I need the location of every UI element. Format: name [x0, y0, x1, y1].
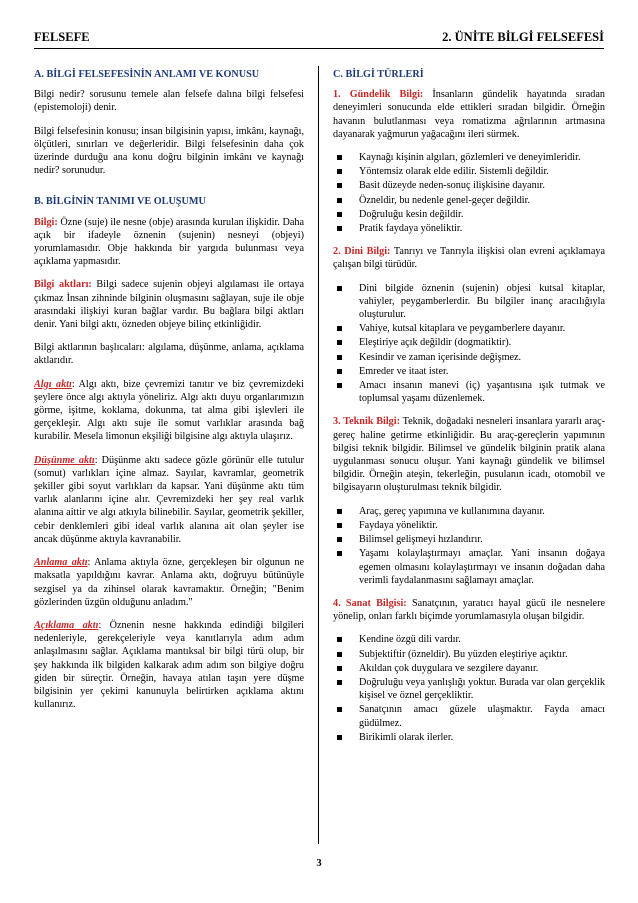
list-item: Doğruluğu veya yanlışlığı yoktur. Burada var olan gerçeklik kişisel ve öznel gerçekliktir.	[333, 676, 605, 702]
list-item: Özneldir, bu nedenle genel-geçer değildir.	[333, 194, 605, 207]
column-divider	[318, 66, 319, 844]
dusunme-akti	[34, 454, 304, 546]
list-item: Kesindir ve zaman içerisinde değişmez.	[333, 351, 605, 364]
section-c-title: C. BİLGİ TÜRLERİ	[333, 69, 424, 80]
aciklama-akti	[34, 619, 304, 711]
list-item: Amacı insanın manevi (iç) yaşantısına ışık tutmak ve toplumsal yaşamı düzenlemek.	[333, 379, 605, 405]
list-item: Sanatçının amacı güzele ulaşmaktır. Fayda amacı güdülmez.	[333, 703, 605, 729]
gundelik-bilgi-text: İnsanların gündelik hayatında sıradan deneyimleri sonucunda elde ettikleri sıradan bilgidir. Örneğin havanın bulutlanması veya romatizma ağrılarının artmasına dayanarak yağmurun yağacağını ileri sürmek.	[333, 89, 606, 140]
term-aciklama-akti: Açıklama aktı	[34, 619, 99, 631]
term-dusunme-akti: Düşünme aktı	[34, 454, 95, 466]
aciklama-akti-text: : Öznenin nesne hakkında edindiği bilgileri nedenleriyle, gerekçeleriyle veya kanıtlarıyla adım adım anlaşılmasını sağlar. Açıklama mantıksal bir bilgi türü olup, bir şey hakkında ilk bilgiden kalkarak adım adım son bilgiye doğru giden bir süreçtir. Örneğin, havaya atılan taşın yere düşme bilgisinin yer çekimi kanunuyla belirtirken açıklama aktını kullanırız.	[34, 619, 304, 711]
term-algi-akti: Algı aktı	[34, 378, 72, 390]
page-header	[34, 28, 604, 49]
bilgi-aktlari	[34, 278, 304, 331]
gundelik-bilgi	[333, 88, 605, 141]
sanat-list	[333, 633, 605, 744]
list-item: Emreder ve itaat ister.	[333, 365, 605, 378]
list-item: Basit düzeyde neden-sonuç ilişkisine dayanır.	[333, 179, 605, 192]
teknik-bilgi-text: Teknik, doğadaki nesneleri insanlara yararlı araç-gereç haline getirme etkinliğidir. Bu araç-gereçlerin yapımının bilgisi teknik bilgidir. Bilimsel ve gündelik bilginin pratik alana uygulanması sonucu oluşur. Yani kaynağı gündelik ve bilimsel bilgidir. Örneğin ateşin, tekerleğin, pusulanın icadı, otomobil ve bilgisayarın oluşturulması teknik bilgidir.	[333, 416, 605, 494]
anlama-akti-text: : Anlama aktıyla özne, gerçekleşen bir olgunun ne maksatla yapıldığını kavrar. Anlama aktı, doğruyu bütünüyle sezgisel ya da zihinsel olarak kavramaktır. Örneğin; "Benim gözlerinden üzgün olduğunu anladım."	[34, 557, 304, 608]
list-item: Doğruluğu kesin değildir.	[333, 208, 605, 221]
header-unit-title: 2. ÜNİTE BİLGİ FELSEFESİ	[442, 30, 604, 44]
term-dini-bilgi: 2. Dini Bilgi:	[333, 246, 391, 258]
list-item: Kaynağı kişinin algıları, gözlemleri ve deneyimleridir.	[333, 151, 605, 164]
list-item: Vahiye, kutsal kitaplara ve peygamberlere dayanır.	[333, 322, 605, 335]
dini-bilgi	[333, 245, 605, 271]
list-item: Bilimsel gelişmeyi hızlandırır.	[333, 533, 605, 546]
dini-list	[333, 282, 605, 406]
bilgi-definition	[34, 216, 304, 269]
term-bilgi: Bilgi:	[34, 216, 58, 228]
bilgi-text: Özne (suje) ile nesne (obje) arasında kurulan ilişkidir. Daha açık bir ifadeyle öznenin (sujenin) nesneyi (objeyi) yorumlamasıdır. Obje hakkında bir yargıda bulunması veya açıklama yapmasıdır.	[34, 216, 304, 268]
section-b-title: B. BİLGİNİN TANIMI VE OLUŞUMU	[34, 196, 206, 208]
list-item: Eleştiriye açık değildir (dogmatiktir).	[333, 336, 605, 349]
term-sanat-bilgisi: 4. Sanat Bilgisi:	[333, 597, 407, 609]
anlama-akti	[34, 556, 304, 609]
bilgi-aktlari-text: Bilgi sadece sujenin objeyi algılaması ile ortaya çıkmaz İnsan zihninde bilginin oluşmasını sağlayan, suje ile obje arasındaki ilişkiyi kuran bağlar vardır. Bu bağlara bilgi aktları denir. Yani bilgi aktı, özneden objeye bilinç etkinliğidir.	[34, 279, 304, 331]
algi-akti	[34, 378, 304, 444]
list-item: Yöntemsiz olarak elde edilir. Sistemli değildir.	[333, 165, 605, 178]
header-subject: FELSEFE	[34, 30, 90, 44]
sanat-bilgisi	[333, 597, 605, 623]
bilgi-aktlari-list: Bilgi aktlarının başlıcaları: algılama, düşünme, anlama, açıklama aktlarıdır.	[34, 342, 304, 367]
list-item: Birikimli olarak ilerler.	[333, 731, 605, 744]
page-number: 3	[316, 858, 322, 869]
list-item: Araç, gereç yapımına ve kullanımına dayanır.	[333, 505, 605, 518]
list-item: Subjektiftir (özneldir). Bu yüzden eleştiriye açıktır.	[333, 648, 605, 661]
term-gundelik-bilgi: 1. Gündelik Bilgi:	[333, 89, 424, 101]
term-teknik-bilgi: 3. Teknik Bilgi:	[333, 416, 400, 428]
right-column	[333, 68, 605, 754]
teknik-list	[333, 505, 605, 587]
dusunme-akti-text: : Düşünme aktı sadece gözle görünür elle tutulur (somut) varlıkları içine almaz. Sayılar, kavramlar, geometrik şekiller gibi soyut varlıkları da kapsar. Yani düşünme aktı tüm varlık alanlarını içine alır. Çevremizdeki her şey real varlık alanına aittir ve algı atkıyla bilinebilir. Sayılar, geometrik şekiller, cebir denklemleri gibi ideal varlık alanına ait olan şeyler ise ancak düşünme aktıyla kavranabilir.	[34, 454, 304, 545]
algi-akti-text: : Algı aktı, bize çevremizi tanıtır ve biz çevremizdeki şeylere önce algı aktıyla yöneliriz. Algı aktı duyu organlarımızın görme, işitme, koklama, dokunma, tat alma gibi işlevleri ile gerçekleşir. Algı aktı suje ile somut varlıklar arasında bağ kurabilir. Mesela limonun ekşiliği bilgisine algı aktıyla ulaşırız.	[34, 378, 304, 443]
list-item: Yaşamı kolaylaştırmayı amaçlar. Yani insanın doğaya egemen olmasını kolaylaştırmayı ve insanın doğadan daha verimli faydalanmasını sağlamayı amaçlar.	[333, 547, 605, 587]
list-item: Kendine özgü dili vardır.	[333, 633, 605, 646]
left-column	[34, 68, 304, 721]
term-bilgi-aktlari: Bilgi aktları:	[34, 279, 92, 291]
section-a-paragraph-1: Bilgi nedir? sorusunu temele alan felsefe dalına bilgi felsefesi (epistemoloji) denir.	[34, 89, 304, 114]
list-item: Dini bilgide öznenin (sujenin) objesi kutsal kitaplar, vahiyler, peygamberlerdir. Bu bilgiler inanç aracılığıyla oluşturulur.	[333, 282, 605, 322]
list-item: Pratik faydaya yöneliktir.	[333, 222, 605, 235]
section-a-paragraph-2: Bilgi felsefesinin konusu; insan bilgisinin yapısı, imkânı, kaynağı, ölçütleri, sınırları ve değerleridir. Bilgi felsefesinin daha çok üzerinde durduğu ana konu doğru bilginin imkânı ve kaynağı nedir? sorunudur.	[34, 125, 304, 177]
section-a-title: A. BİLGİ FELSEFESİNİN ANLAMI VE KONUSU	[34, 69, 260, 80]
dini-bilgi-text: Tanrıyı ve Tanrıyla ilişkisi olan evreni açıklamaya çalışan bilgi türüdür.	[333, 246, 605, 271]
gundelik-list	[333, 151, 605, 235]
list-item: Faydaya yöneliktir.	[333, 519, 605, 532]
term-anlama-akti: Anlama aktı	[34, 557, 88, 569]
teknik-bilgi	[333, 415, 605, 494]
sanat-bilgisi-text: Sanatçının, yaratıcı hayal gücü ile nesnelere yönelip, onları farklı biçimde yorumlamasıyla oluşan bilgidir.	[333, 597, 605, 623]
list-item: Akıldan çok duygulara ve sezgilere dayanır.	[333, 662, 605, 675]
